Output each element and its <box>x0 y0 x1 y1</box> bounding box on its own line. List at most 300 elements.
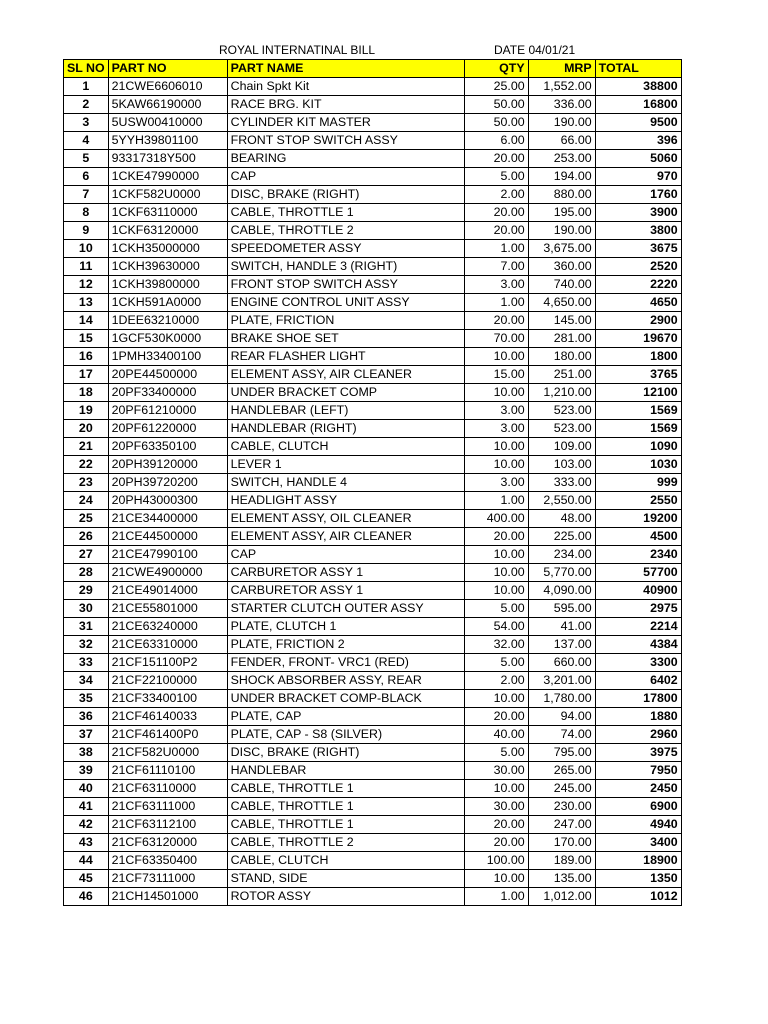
total-cell: 57700 <box>595 564 681 582</box>
mrp-cell: 247.00 <box>528 816 595 834</box>
qty-cell: 3.00 <box>464 276 528 294</box>
part-no-cell: 1CKF63120000 <box>108 222 227 240</box>
qty-cell: 50.00 <box>464 96 528 114</box>
total-cell: 38800 <box>595 78 681 96</box>
qty-cell: 5.00 <box>464 744 528 762</box>
sl-no-cell: 23 <box>64 474 109 492</box>
part-no-cell: 21CWE4900000 <box>108 564 227 582</box>
sl-no-cell: 34 <box>64 672 109 690</box>
part-no-cell: 21CF582U0000 <box>108 744 227 762</box>
table-row <box>64 618 682 636</box>
mrp-cell: 145.00 <box>528 312 595 330</box>
mrp-cell: 190.00 <box>528 222 595 240</box>
part-no-cell: 21CF63120000 <box>108 834 227 852</box>
sl-no-cell: 17 <box>64 366 109 384</box>
mrp-cell: 336.00 <box>528 96 595 114</box>
qty-cell: 10.00 <box>464 456 528 474</box>
part-name-cell: CARBURETOR ASSY 1 <box>227 582 464 600</box>
part-name-cell: HANDLEBAR (RIGHT) <box>227 420 464 438</box>
table-row <box>64 726 682 744</box>
table-row <box>64 528 682 546</box>
table-row <box>64 654 682 672</box>
part-no-cell: 21CE47990100 <box>108 546 227 564</box>
qty-cell: 25.00 <box>464 78 528 96</box>
mrp-cell: 880.00 <box>528 186 595 204</box>
part-name-cell: SPEEDOMETER ASSY <box>227 240 464 258</box>
qty-cell: 20.00 <box>464 708 528 726</box>
part-no-cell: 21CF22100000 <box>108 672 227 690</box>
part-name-cell: UNDER BRACKET COMP <box>227 384 464 402</box>
sl-no-cell: 31 <box>64 618 109 636</box>
part-name-cell: DISC, BRAKE (RIGHT) <box>227 186 464 204</box>
column-header-sl-no: SL NO <box>64 60 109 78</box>
sl-no-cell: 19 <box>64 402 109 420</box>
part-no-cell: 20PH43000300 <box>108 492 227 510</box>
total-cell: 1012 <box>595 888 681 906</box>
table-row <box>64 492 682 510</box>
qty-cell: 5.00 <box>464 168 528 186</box>
qty-cell: 6.00 <box>464 132 528 150</box>
mrp-cell: 170.00 <box>528 834 595 852</box>
mrp-cell: 234.00 <box>528 546 595 564</box>
total-cell: 3900 <box>595 204 681 222</box>
total-cell: 19670 <box>595 330 681 348</box>
sl-no-cell: 24 <box>64 492 109 510</box>
part-no-cell: 21CF461400P0 <box>108 726 227 744</box>
total-cell: 2520 <box>595 258 681 276</box>
part-no-cell: 21CF151100P2 <box>108 654 227 672</box>
part-name-cell: DISC, BRAKE (RIGHT) <box>227 744 464 762</box>
part-no-cell: 1CKF63110000 <box>108 204 227 222</box>
mrp-cell: 189.00 <box>528 852 595 870</box>
mrp-cell: 190.00 <box>528 114 595 132</box>
table-row <box>64 636 682 654</box>
sl-no-cell: 1 <box>64 78 109 96</box>
part-no-cell: 1CKH35000000 <box>108 240 227 258</box>
total-cell: 2900 <box>595 312 681 330</box>
table-row <box>64 762 682 780</box>
qty-cell: 20.00 <box>464 204 528 222</box>
sl-no-cell: 11 <box>64 258 109 276</box>
part-name-cell: FRONT STOP SWITCH ASSY <box>227 132 464 150</box>
qty-cell: 20.00 <box>464 834 528 852</box>
qty-cell: 10.00 <box>464 870 528 888</box>
column-header-qty: QTY <box>464 60 528 78</box>
part-no-cell: 21CF63350400 <box>108 852 227 870</box>
mrp-cell: 265.00 <box>528 762 595 780</box>
part-no-cell: 21CE34400000 <box>108 510 227 528</box>
mrp-cell: 1,210.00 <box>528 384 595 402</box>
part-name-cell: FENDER, FRONT- VRC1 (RED) <box>227 654 464 672</box>
sl-no-cell: 14 <box>64 312 109 330</box>
sl-no-cell: 9 <box>64 222 109 240</box>
qty-cell: 3.00 <box>464 474 528 492</box>
mrp-cell: 523.00 <box>528 420 595 438</box>
part-no-cell: 1CKH39630000 <box>108 258 227 276</box>
mrp-cell: 333.00 <box>528 474 595 492</box>
mrp-cell: 135.00 <box>528 870 595 888</box>
total-cell: 3400 <box>595 834 681 852</box>
qty-cell: 54.00 <box>464 618 528 636</box>
table-row <box>64 420 682 438</box>
mrp-cell: 281.00 <box>528 330 595 348</box>
sl-no-cell: 12 <box>64 276 109 294</box>
table-row <box>64 672 682 690</box>
part-name-cell: ELEMENT ASSY, AIR CLEANER <box>227 366 464 384</box>
part-name-cell: CARBURETOR ASSY 1 <box>227 564 464 582</box>
total-cell: 1090 <box>595 438 681 456</box>
table-row <box>64 708 682 726</box>
table-row <box>64 384 682 402</box>
qty-cell: 10.00 <box>464 384 528 402</box>
table-header-row <box>64 60 682 78</box>
total-cell: 17800 <box>595 690 681 708</box>
table-row <box>64 186 682 204</box>
part-no-cell: 21CF33400100 <box>108 690 227 708</box>
table-row <box>64 816 682 834</box>
sl-no-cell: 41 <box>64 798 109 816</box>
part-no-cell: 21CE55801000 <box>108 600 227 618</box>
total-cell: 4650 <box>595 294 681 312</box>
bill-table-body <box>64 78 682 906</box>
sl-no-cell: 29 <box>64 582 109 600</box>
part-name-cell: BEARING <box>227 150 464 168</box>
part-no-cell: 20PH39720200 <box>108 474 227 492</box>
qty-cell: 10.00 <box>464 546 528 564</box>
total-cell: 6900 <box>595 798 681 816</box>
part-name-cell: SWITCH, HANDLE 4 <box>227 474 464 492</box>
mrp-cell: 109.00 <box>528 438 595 456</box>
qty-cell: 10.00 <box>464 780 528 798</box>
table-row <box>64 798 682 816</box>
qty-cell: 20.00 <box>464 150 528 168</box>
mrp-cell: 4,090.00 <box>528 582 595 600</box>
total-cell: 2960 <box>595 726 681 744</box>
qty-cell: 2.00 <box>464 672 528 690</box>
part-no-cell: 21CF73111000 <box>108 870 227 888</box>
sl-no-cell: 42 <box>64 816 109 834</box>
table-row <box>64 312 682 330</box>
mrp-cell: 1,780.00 <box>528 690 595 708</box>
table-row <box>64 168 682 186</box>
table-row <box>64 852 682 870</box>
mrp-cell: 194.00 <box>528 168 595 186</box>
mrp-cell: 5,770.00 <box>528 564 595 582</box>
sl-no-cell: 37 <box>64 726 109 744</box>
sl-no-cell: 13 <box>64 294 109 312</box>
part-no-cell: 1CKH591A0000 <box>108 294 227 312</box>
sl-no-cell: 33 <box>64 654 109 672</box>
table-row <box>64 132 682 150</box>
mrp-cell: 251.00 <box>528 366 595 384</box>
sl-no-cell: 6 <box>64 168 109 186</box>
part-no-cell: 1GCF530K0000 <box>108 330 227 348</box>
bill-table <box>63 59 682 906</box>
table-row <box>64 222 682 240</box>
mrp-cell: 3,201.00 <box>528 672 595 690</box>
sl-no-cell: 7 <box>64 186 109 204</box>
part-name-cell: CAP <box>227 546 464 564</box>
sl-no-cell: 43 <box>64 834 109 852</box>
part-name-cell: UNDER BRACKET COMP-BLACK <box>227 690 464 708</box>
table-row <box>64 510 682 528</box>
part-name-cell: STARTER CLUTCH OUTER ASSY <box>227 600 464 618</box>
table-row <box>64 366 682 384</box>
total-cell: 3765 <box>595 366 681 384</box>
qty-cell: 5.00 <box>464 654 528 672</box>
total-cell: 16800 <box>595 96 681 114</box>
qty-cell: 15.00 <box>464 366 528 384</box>
mrp-cell: 230.00 <box>528 798 595 816</box>
mrp-cell: 225.00 <box>528 528 595 546</box>
part-name-cell: PLATE, CAP - S8 (SILVER) <box>227 726 464 744</box>
qty-cell: 2.00 <box>464 186 528 204</box>
qty-cell: 1.00 <box>464 888 528 906</box>
part-name-cell: ROTOR ASSY <box>227 888 464 906</box>
total-cell: 1880 <box>595 708 681 726</box>
part-no-cell: 21CE63240000 <box>108 618 227 636</box>
qty-cell: 400.00 <box>464 510 528 528</box>
sl-no-cell: 8 <box>64 204 109 222</box>
qty-cell: 50.00 <box>464 114 528 132</box>
total-cell: 1030 <box>595 456 681 474</box>
part-name-cell: CABLE, THROTTLE 2 <box>227 834 464 852</box>
mrp-cell: 41.00 <box>528 618 595 636</box>
total-cell: 2214 <box>595 618 681 636</box>
total-cell: 40900 <box>595 582 681 600</box>
qty-cell: 3.00 <box>464 420 528 438</box>
total-cell: 3675 <box>595 240 681 258</box>
sl-no-cell: 5 <box>64 150 109 168</box>
sl-no-cell: 45 <box>64 870 109 888</box>
table-row <box>64 834 682 852</box>
sl-no-cell: 20 <box>64 420 109 438</box>
part-no-cell: 20PF61210000 <box>108 402 227 420</box>
bill-date: DATE 04/01/21 <box>494 43 576 57</box>
part-no-cell: 5KAW66190000 <box>108 96 227 114</box>
total-cell: 4940 <box>595 816 681 834</box>
mrp-cell: 195.00 <box>528 204 595 222</box>
part-no-cell: 20PF63350100 <box>108 438 227 456</box>
part-no-cell: 21CE49014000 <box>108 582 227 600</box>
sl-no-cell: 2 <box>64 96 109 114</box>
part-no-cell: 21CF63111000 <box>108 798 227 816</box>
part-name-cell: FRONT STOP SWITCH ASSY <box>227 276 464 294</box>
part-name-cell: CABLE, THROTTLE 1 <box>227 816 464 834</box>
part-name-cell: PLATE, CAP <box>227 708 464 726</box>
part-name-cell: Chain Spkt Kit <box>227 78 464 96</box>
part-name-cell: PLATE, FRICTION 2 <box>227 636 464 654</box>
sl-no-cell: 21 <box>64 438 109 456</box>
table-row <box>64 276 682 294</box>
qty-cell: 20.00 <box>464 528 528 546</box>
part-name-cell: HANDLEBAR <box>227 762 464 780</box>
table-row <box>64 78 682 96</box>
part-name-cell: STAND, SIDE <box>227 870 464 888</box>
part-no-cell: 1CKF582U0000 <box>108 186 227 204</box>
mrp-cell: 48.00 <box>528 510 595 528</box>
qty-cell: 100.00 <box>464 852 528 870</box>
sl-no-cell: 38 <box>64 744 109 762</box>
qty-cell: 1.00 <box>464 294 528 312</box>
table-row <box>64 600 682 618</box>
mrp-cell: 1,552.00 <box>528 78 595 96</box>
part-name-cell: REAR FLASHER LIGHT <box>227 348 464 366</box>
table-row <box>64 744 682 762</box>
part-no-cell: 21CE63310000 <box>108 636 227 654</box>
total-cell: 1569 <box>595 402 681 420</box>
part-name-cell: CABLE, CLUTCH <box>227 438 464 456</box>
total-cell: 6402 <box>595 672 681 690</box>
table-row <box>64 564 682 582</box>
qty-cell: 30.00 <box>464 762 528 780</box>
sl-no-cell: 26 <box>64 528 109 546</box>
sl-no-cell: 3 <box>64 114 109 132</box>
mrp-cell: 4,650.00 <box>528 294 595 312</box>
mrp-cell: 2,550.00 <box>528 492 595 510</box>
sl-no-cell: 35 <box>64 690 109 708</box>
part-no-cell: 20PE44500000 <box>108 366 227 384</box>
table-row <box>64 330 682 348</box>
qty-cell: 10.00 <box>464 690 528 708</box>
table-row <box>64 258 682 276</box>
part-name-cell: ENGINE CONTROL UNIT ASSY <box>227 294 464 312</box>
table-row <box>64 438 682 456</box>
column-header-part-name: PART NAME <box>227 60 464 78</box>
mrp-cell: 137.00 <box>528 636 595 654</box>
total-cell: 4384 <box>595 636 681 654</box>
qty-cell: 7.00 <box>464 258 528 276</box>
part-name-cell: CABLE, THROTTLE 2 <box>227 222 464 240</box>
table-row <box>64 870 682 888</box>
table-row <box>64 294 682 312</box>
table-row <box>64 240 682 258</box>
part-name-cell: LEVER 1 <box>227 456 464 474</box>
total-cell: 3975 <box>595 744 681 762</box>
total-cell: 9500 <box>595 114 681 132</box>
mrp-cell: 245.00 <box>528 780 595 798</box>
column-header-part-no: PART NO <box>108 60 227 78</box>
part-no-cell: 21CWE6606010 <box>108 78 227 96</box>
qty-cell: 10.00 <box>464 438 528 456</box>
total-cell: 12100 <box>595 384 681 402</box>
bill-title: ROYAL INTERNATINAL BILL <box>219 43 376 57</box>
part-name-cell: BRAKE SHOE SET <box>227 330 464 348</box>
part-no-cell: 1PMH33400100 <box>108 348 227 366</box>
part-name-cell: SWITCH, HANDLE 3 (RIGHT) <box>227 258 464 276</box>
total-cell: 1569 <box>595 420 681 438</box>
table-row <box>64 348 682 366</box>
part-no-cell: 21CF61110100 <box>108 762 227 780</box>
table-row <box>64 402 682 420</box>
sl-no-cell: 25 <box>64 510 109 528</box>
total-cell: 396 <box>595 132 681 150</box>
part-name-cell: HEADLIGHT ASSY <box>227 492 464 510</box>
qty-cell: 20.00 <box>464 312 528 330</box>
part-no-cell: 93317318Y500 <box>108 150 227 168</box>
qty-cell: 20.00 <box>464 816 528 834</box>
part-name-cell: CYLINDER KIT MASTER <box>227 114 464 132</box>
table-row <box>64 114 682 132</box>
part-no-cell: 5USW00410000 <box>108 114 227 132</box>
table-row <box>64 150 682 168</box>
part-name-cell: CABLE, THROTTLE 1 <box>227 780 464 798</box>
sl-no-cell: 15 <box>64 330 109 348</box>
mrp-cell: 523.00 <box>528 402 595 420</box>
mrp-cell: 360.00 <box>528 258 595 276</box>
total-cell: 2550 <box>595 492 681 510</box>
mrp-cell: 253.00 <box>528 150 595 168</box>
sl-no-cell: 30 <box>64 600 109 618</box>
part-no-cell: 20PF61220000 <box>108 420 227 438</box>
table-row <box>64 204 682 222</box>
mrp-cell: 74.00 <box>528 726 595 744</box>
sl-no-cell: 28 <box>64 564 109 582</box>
mrp-cell: 795.00 <box>528 744 595 762</box>
part-name-cell: PLATE, FRICTION <box>227 312 464 330</box>
total-cell: 2220 <box>595 276 681 294</box>
table-row <box>64 780 682 798</box>
part-no-cell: 21CF63110000 <box>108 780 227 798</box>
sl-no-cell: 27 <box>64 546 109 564</box>
table-row <box>64 888 682 906</box>
qty-cell: 1.00 <box>464 492 528 510</box>
part-name-cell: ELEMENT ASSY, AIR CLEANER <box>227 528 464 546</box>
mrp-cell: 3,675.00 <box>528 240 595 258</box>
total-cell: 1760 <box>595 186 681 204</box>
mrp-cell: 740.00 <box>528 276 595 294</box>
total-cell: 18900 <box>595 852 681 870</box>
sl-no-cell: 18 <box>64 384 109 402</box>
total-cell: 2340 <box>595 546 681 564</box>
sl-no-cell: 40 <box>64 780 109 798</box>
part-no-cell: 21CE44500000 <box>108 528 227 546</box>
sl-no-cell: 44 <box>64 852 109 870</box>
part-no-cell: 20PH39120000 <box>108 456 227 474</box>
total-cell: 7950 <box>595 762 681 780</box>
total-cell: 970 <box>595 168 681 186</box>
qty-cell: 40.00 <box>464 726 528 744</box>
table-row <box>64 690 682 708</box>
part-name-cell: CABLE, CLUTCH <box>227 852 464 870</box>
mrp-cell: 595.00 <box>528 600 595 618</box>
total-cell: 999 <box>595 474 681 492</box>
table-row <box>64 546 682 564</box>
mrp-cell: 1,012.00 <box>528 888 595 906</box>
part-name-cell: CABLE, THROTTLE 1 <box>227 798 464 816</box>
sl-no-cell: 10 <box>64 240 109 258</box>
table-row <box>64 456 682 474</box>
qty-cell: 10.00 <box>464 348 528 366</box>
table-row <box>64 96 682 114</box>
part-no-cell: 20PF33400000 <box>108 384 227 402</box>
qty-cell: 3.00 <box>464 402 528 420</box>
total-cell: 3300 <box>595 654 681 672</box>
part-name-cell: CAP <box>227 168 464 186</box>
part-no-cell: 1CKE47990000 <box>108 168 227 186</box>
bill-header <box>0 41 768 59</box>
part-name-cell: ELEMENT ASSY, OIL CLEANER <box>227 510 464 528</box>
table-row <box>64 474 682 492</box>
part-no-cell: 1DEE63210000 <box>108 312 227 330</box>
table-row <box>64 582 682 600</box>
qty-cell: 10.00 <box>464 582 528 600</box>
part-name-cell: HANDLEBAR (LEFT) <box>227 402 464 420</box>
sl-no-cell: 16 <box>64 348 109 366</box>
qty-cell: 1.00 <box>464 240 528 258</box>
total-cell: 5060 <box>595 150 681 168</box>
qty-cell: 10.00 <box>464 564 528 582</box>
